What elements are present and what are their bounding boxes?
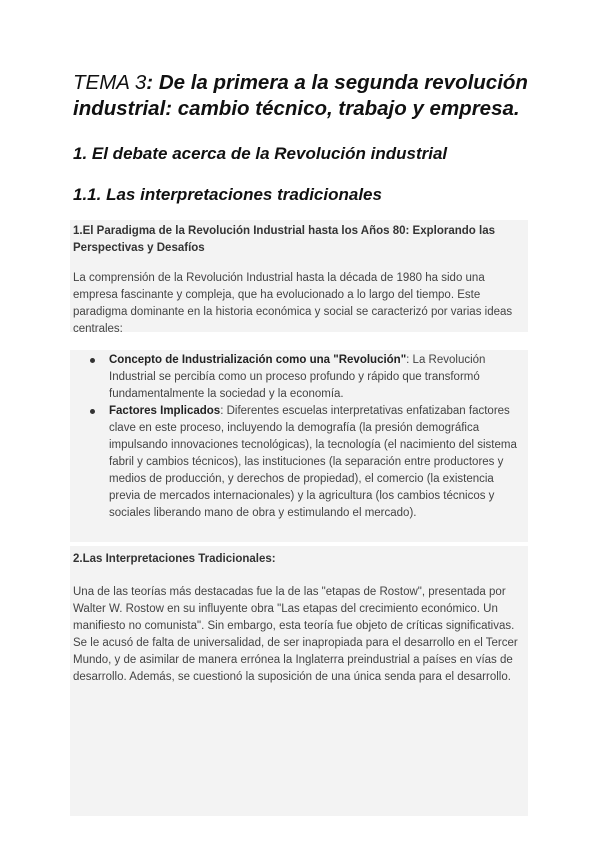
title-rest: : De la primera a la segunda revolución industrial: cambio técnico, trabajo y empresa. [73, 71, 528, 120]
section-heading-1: 1. El debate acerca de la Revolución industrial [73, 144, 448, 163]
section-heading-1-1: 1.1. Las interpretaciones tradicionales [73, 185, 382, 204]
list-item [73, 352, 528, 403]
block2-paragraph: Una de las teorías más destacadas fue la de las "etapas de Rostow", presentada por Walter W. Rostow en su influyente obra "Las etapas del crecimiento económico. Un manifiesto no comunista". Sin embargo, esta teoría fue objeto de críticas significativas. Se le acusó de falta de universalidad, de ser inapropiada para el desarrollo en el Tercer Mundo, y de asimilar de manera errónea la Inglaterra preindustrial a países en vías de desarrollo. Además, se cuestionó la suposición de una única senda para el desarrollo. [73, 586, 518, 683]
list-item [73, 403, 528, 522]
title-prefix: TEMA 3 [73, 71, 147, 94]
list-item-term: Concepto de Industrialización como una "Revolución" [109, 354, 407, 366]
block1-heading: 1.El Paradigma de la Revolución Industrial hasta los Años 80: Explorando las Perspectivas y Desafíos [73, 225, 495, 254]
bullet-icon [90, 409, 95, 414]
document-title [73, 70, 533, 122]
list-item-text: : La Revolución Industrial se percibía como un proceso profundo y rápido que transformó fundamentalmente la sociedad y la economía. [109, 354, 486, 400]
block1-paragraph: La comprensión de la Revolución Industrial hasta la década de 1980 ha sido una empresa fascinante y compleja, que ha evolucionado a lo largo del tiempo. Este paradigma dominante en la historia económica y social se caracterizó por varias ideas centrales: [73, 272, 513, 335]
factors-list [73, 352, 528, 522]
bullet-icon [90, 358, 95, 363]
list-item-text: : Diferentes escuelas interpretativas enfatizaban factores clave en este proceso, incluyendo la demografía (la presión demográfica impulsando innovaciones tecnológicas), la tecnología (el nacimiento del sistema fabril y cambios técnicos), las instituciones (la separación entre productores y medios de producción, y derechos de propiedad), el comercio (la existencia previa de mercados internacionales) y la agricultura (los cambios técnicos y sociales liberando mano de obra y estimulando el mercado). [109, 405, 517, 519]
list-item-term: Factores Implicados [109, 405, 221, 417]
block2-heading: 2.Las Interpretaciones Tradicionales: [73, 553, 276, 565]
